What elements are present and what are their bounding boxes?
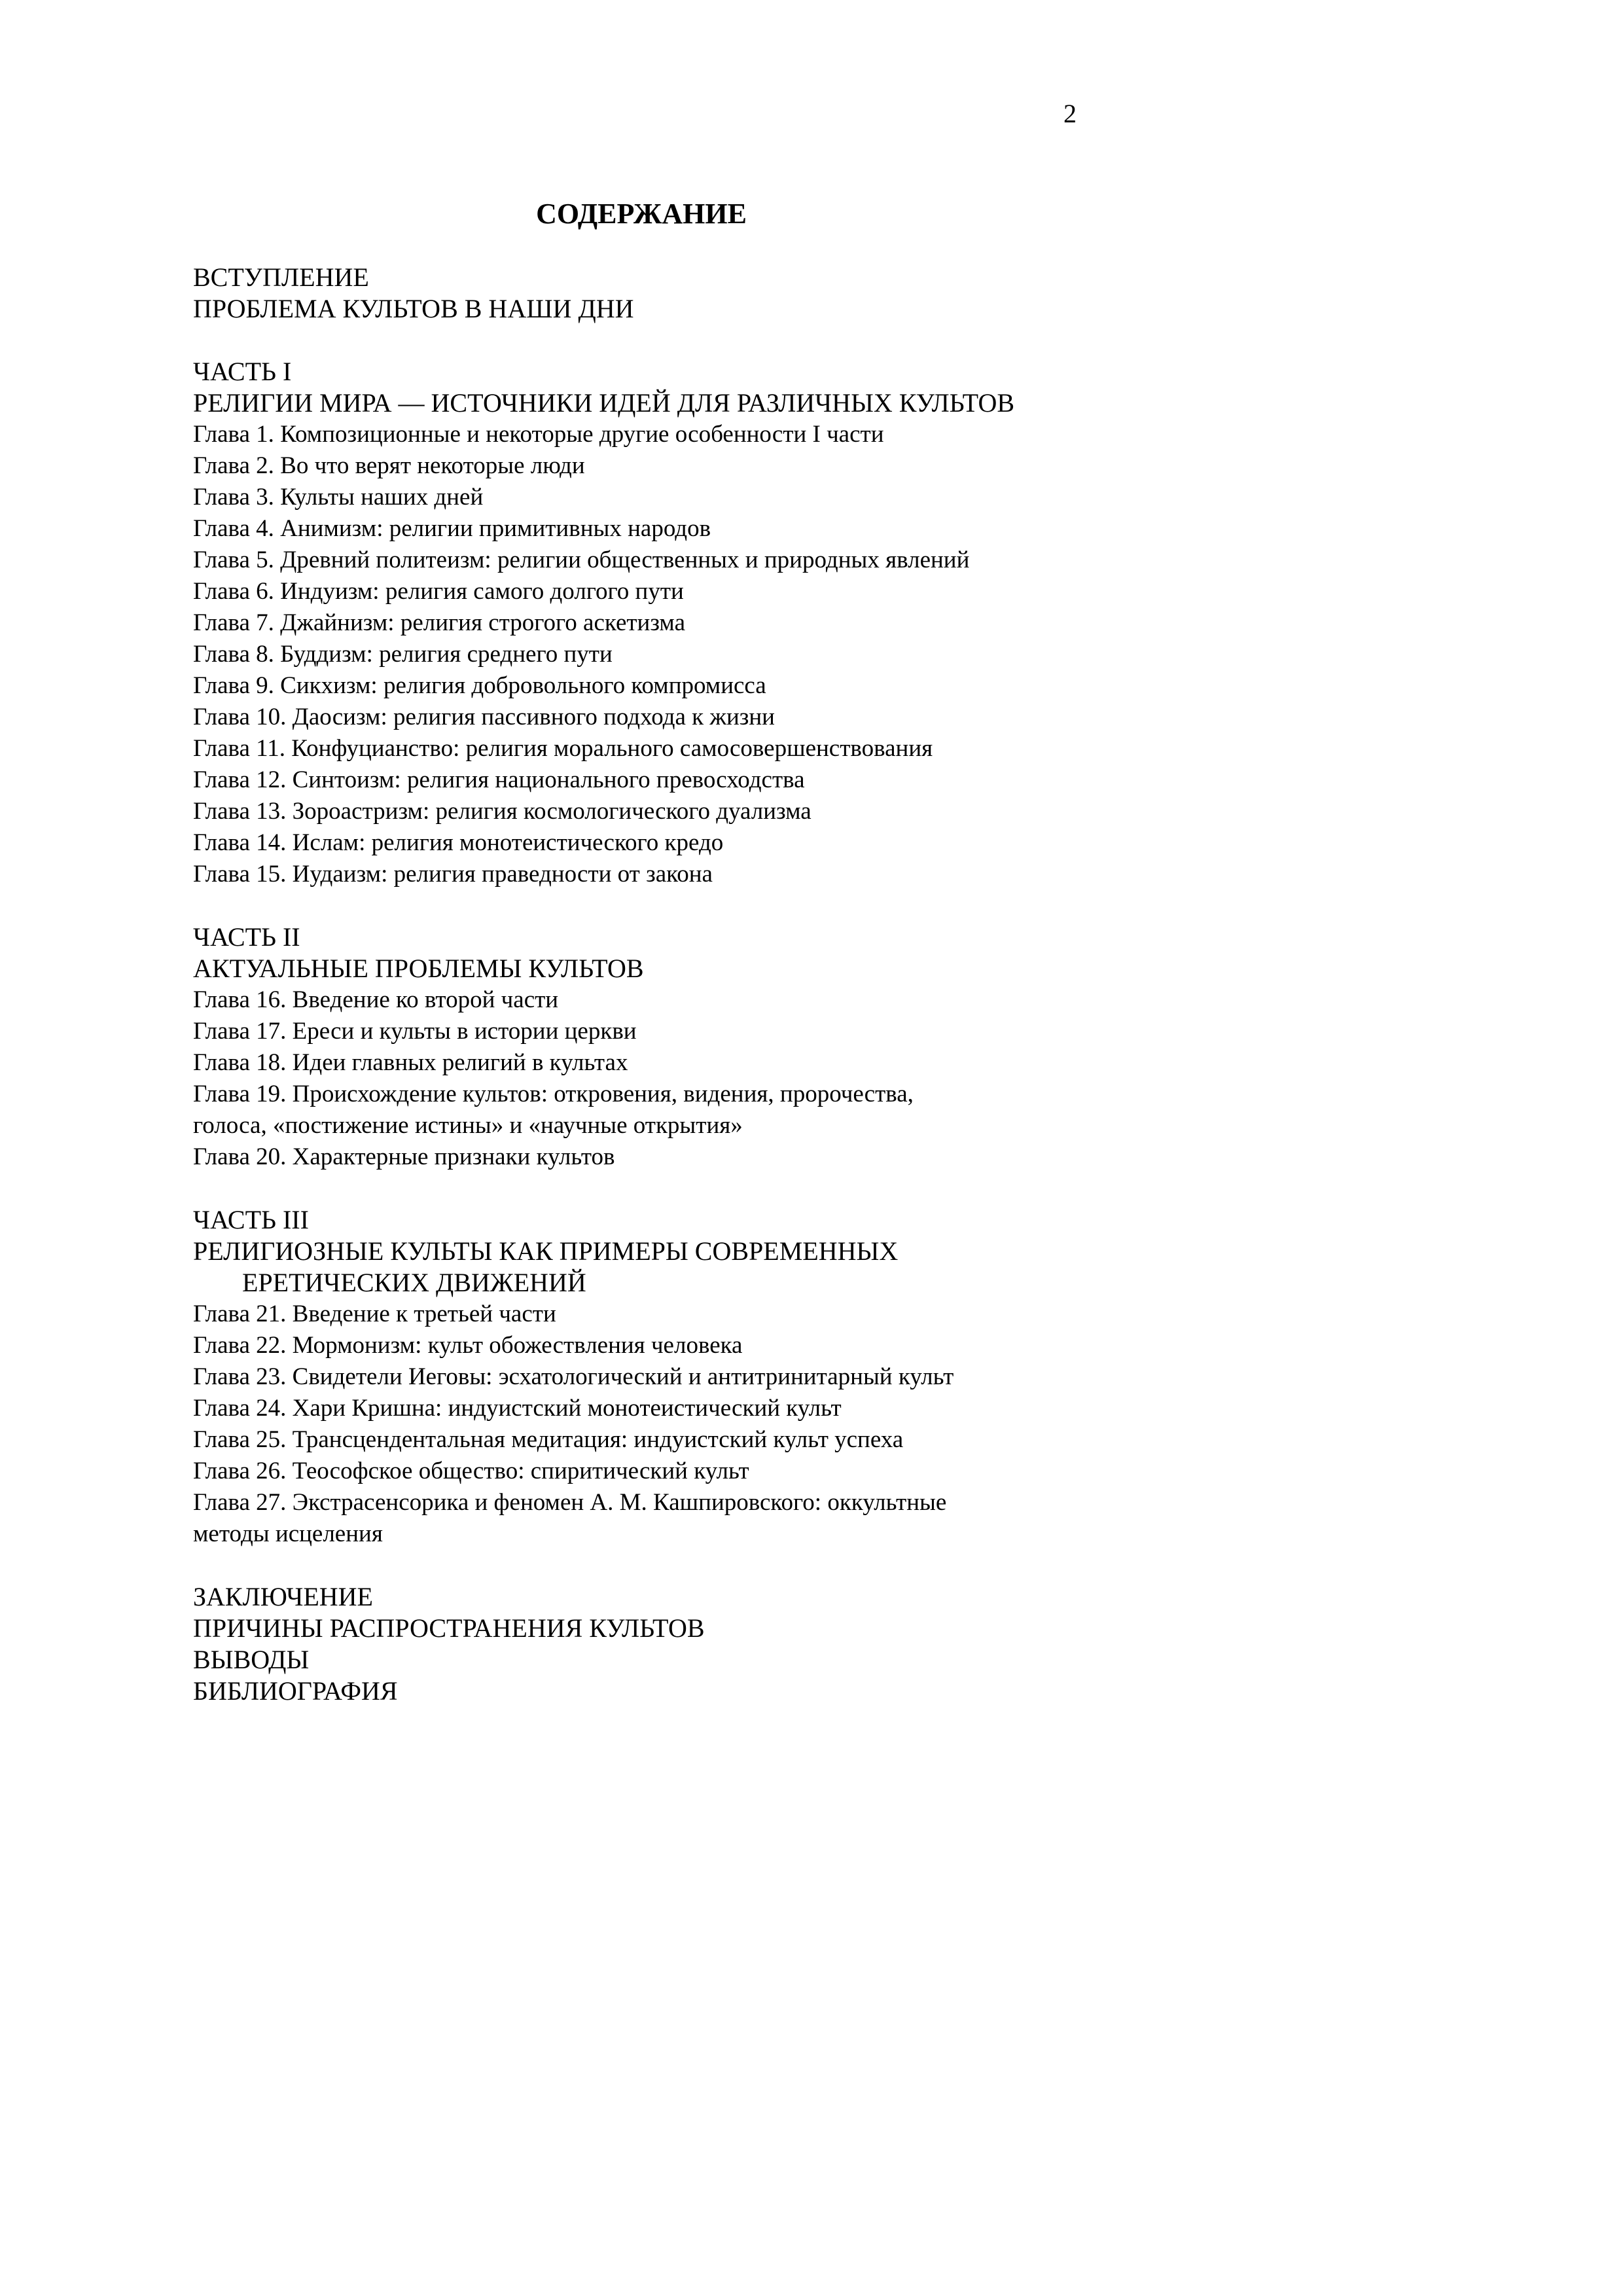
part1-section <box>193 356 1306 890</box>
part3-title[interactable] <box>193 1236 1306 1299</box>
toc-chapter-25[interactable]: Глава 25. Трансцендентальная медитация: индуистский культ успеха <box>193 1426 904 1453</box>
toc-chapter-18[interactable]: Глава 18. Идеи главных религий в культах <box>193 1049 628 1076</box>
toc-chapter-14[interactable]: Глава 14. Ислам: религия монотеистического кредо <box>193 829 724 856</box>
intro-section <box>193 262 1306 325</box>
toc-chapter-10[interactable]: Глава 10. Даосизм: религия пассивного подхода к жизни <box>193 704 775 730</box>
toc-heading-findings[interactable]: ВЫВОДЫ <box>193 1645 310 1674</box>
toc-chapter-27-line2: методы исцеления <box>193 1520 383 1547</box>
toc-chapter-15[interactable]: Глава 15. Иудаизм: религия праведности от закона <box>193 861 713 888</box>
toc-chapter-23[interactable]: Глава 23. Свидетели Иеговы: эсхатологический и антитринитарный культ <box>193 1363 954 1390</box>
part3-label[interactable]: ЧАСТЬ III <box>193 1205 309 1234</box>
toc-chapter-1[interactable]: Глава 1. Композиционные и некоторые другие особенности I части <box>193 421 884 448</box>
page-number: 2 <box>1063 99 1077 128</box>
toc-chapter-7[interactable]: Глава 7. Джайнизм: религия строгого аскетизма <box>193 609 686 636</box>
part2-label[interactable]: ЧАСТЬ II <box>193 922 300 952</box>
toc-chapter-22[interactable]: Глава 22. Мормонизм: культ обожествления человека <box>193 1332 743 1359</box>
part1-label[interactable]: ЧАСТЬ I <box>193 357 292 386</box>
toc-chapter-8[interactable]: Глава 8. Буддизм: религия среднего пути <box>193 641 613 668</box>
toc-heading-bibliography[interactable]: БИБЛИОГРАФИЯ <box>193 1676 398 1706</box>
toc-chapter-21[interactable]: Глава 21. Введение к третьей части <box>193 1300 556 1327</box>
toc-chapter-11[interactable]: Глава 11. Конфуцианство: религия морального самосовершенствования <box>193 735 933 762</box>
toc-chapter-13[interactable]: Глава 13. Зороастризм: религия космологического дуализма <box>193 798 812 825</box>
toc-heading-reasons[interactable]: ПРИЧИНЫ РАСПРОСТРАНЕНИЯ КУЛЬТОВ <box>193 1613 705 1643</box>
toc-chapter-27[interactable] <box>193 1487 1306 1550</box>
part3-title-line1: РЕЛИГИОЗНЫЕ КУЛЬТЫ КАК ПРИМЕРЫ СОВРЕМЕННЫХ <box>193 1236 899 1266</box>
toc-chapter-19-line1: Глава 19. Происхождение культов: откровения, видения, пророчества, <box>193 1081 914 1107</box>
toc-heading-problem[interactable]: ПРОБЛЕМА КУЛЬТОВ В НАШИ ДНИ <box>193 294 634 323</box>
toc-heading-intro[interactable]: ВСТУПЛЕНИЕ <box>193 262 369 292</box>
conclusion-section <box>193 1581 1306 1707</box>
toc-chapter-3[interactable]: Глава 3. Культы наших дней <box>193 484 484 511</box>
toc-heading-conclusion[interactable]: ЗАКЛЮЧЕНИЕ <box>193 1582 373 1611</box>
toc-chapter-17[interactable]: Глава 17. Ереси и культы в истории церкви <box>193 1018 637 1045</box>
toc-chapter-4[interactable]: Глава 4. Анимизм: религии примитивных народов <box>193 515 711 542</box>
part1-title[interactable]: РЕЛИГИИ МИРА — ИСТОЧНИКИ ИДЕЙ ДЛЯ РАЗЛИЧНЫХ КУЛЬТОВ <box>193 388 1015 418</box>
toc-chapter-5[interactable]: Глава 5. Древний политеизм: религии общественных и природных явлений <box>193 547 970 573</box>
toc-chapter-20[interactable]: Глава 20. Характерные признаки культов <box>193 1143 615 1170</box>
toc-chapter-9[interactable]: Глава 9. Сикхизм: религия добровольного компромисса <box>193 672 766 699</box>
page-title: СОДЕРЖАНИЕ <box>536 198 747 230</box>
part3-title-line2: ЕРЕТИЧЕСКИХ ДВИЖЕНИЙ <box>242 1268 586 1297</box>
toc-chapter-19-line2: голоса, «постижение истины» и «научные открытия» <box>193 1112 743 1139</box>
table-of-contents <box>193 262 1306 1738</box>
part2-title[interactable]: АКТУАЛЬНЫЕ ПРОБЛЕМЫ КУЛЬТОВ <box>193 954 644 983</box>
toc-chapter-12[interactable]: Глава 12. Синтоизм: религия национального превосходства <box>193 766 805 793</box>
toc-chapter-2[interactable]: Глава 2. Во что верят некоторые люди <box>193 452 585 479</box>
part3-section <box>193 1204 1306 1550</box>
toc-chapter-27-line1: Глава 27. Экстрасенсорика и феномен А. М. Кашпировского: оккультные <box>193 1489 947 1516</box>
toc-chapter-6[interactable]: Глава 6. Индуизм: религия самого долгого пути <box>193 578 684 605</box>
toc-chapter-16[interactable]: Глава 16. Введение ко второй части <box>193 986 559 1013</box>
part2-section <box>193 922 1306 1173</box>
toc-chapter-19[interactable] <box>193 1079 1306 1141</box>
toc-chapter-26[interactable]: Глава 26. Теософское общество: спиритический культ <box>193 1458 749 1484</box>
toc-chapter-24[interactable]: Глава 24. Хари Кришна: индуистский монотеистический культ <box>193 1395 842 1422</box>
